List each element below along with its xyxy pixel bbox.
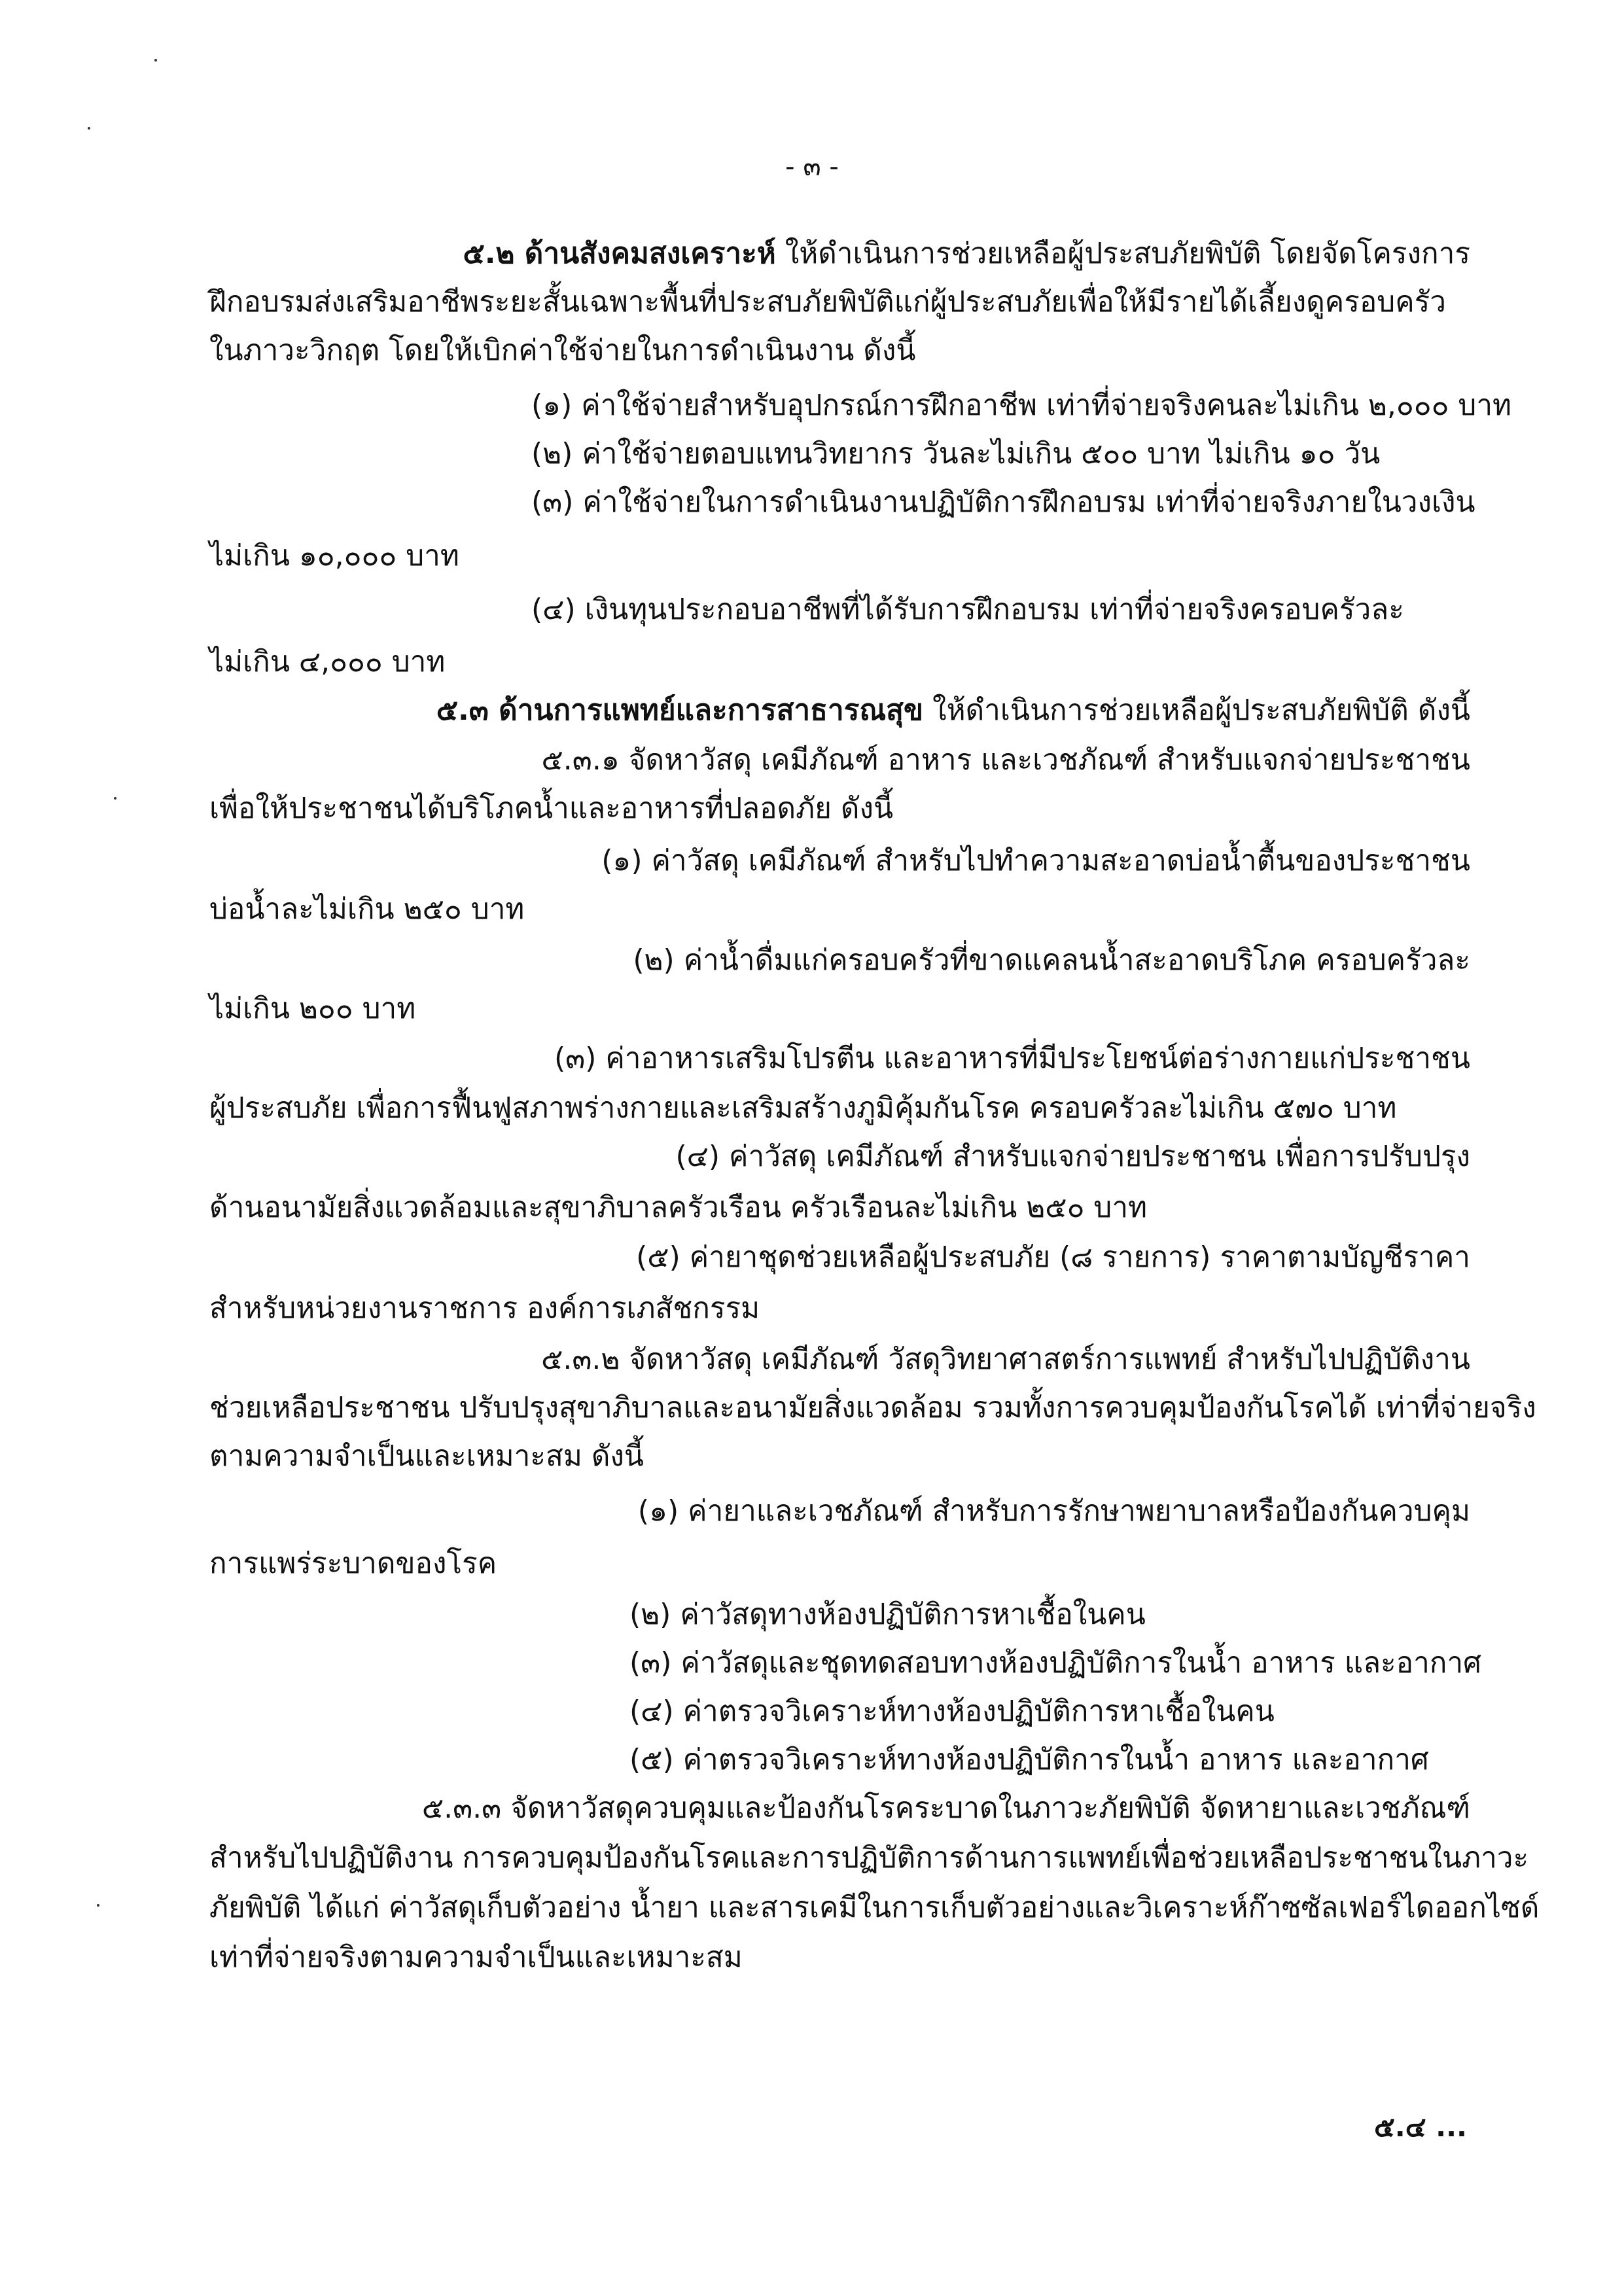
s52-item-4-cont: ไม่เกิน ๔,๐๐๐ บาท bbox=[209, 645, 446, 679]
section-5-3-heading: ๕.๓ ด้านการแพทย์และการสาธารณสุข bbox=[436, 694, 924, 727]
s531-item-1-cont: บ่อน้ำละไม่เกิน ๒๕๐ บาท bbox=[209, 892, 525, 926]
section-5-3-heading-rest: ให้ดำเนินการช่วยเหลือผู้ประสบภัยพิบัติ ดังนี้ bbox=[932, 694, 1470, 727]
sub-5-3-2-line3: ตามความจำเป็นและเหมาะสม ดังนี้ bbox=[209, 1439, 644, 1473]
sub-5-3-3-line2: สำหรับไปปฏิบัติงาน การควบคุมป้องกันโรคและการปฏิบัติการด้านการแพทย์เพื่อช่วยเหลือประชาชนในภาวะ bbox=[209, 1841, 1529, 1875]
section-5-2-intro: ให้ดำเนินการช่วยเหลือผู้ประสบภัยพิบัติ โดยจัดโครงการ bbox=[785, 237, 1470, 270]
s532-item-2: (๒) ค่าวัสดุทางห้องปฏิบัติการหาเชื้อในคน bbox=[629, 1598, 1146, 1631]
scan-speck bbox=[114, 797, 116, 800]
page-number: - ๓ - bbox=[785, 152, 839, 182]
s532-item-1: (๑) ค่ายาและเวชภัณฑ์ สำหรับการรักษาพยาบาลหรือป้องกันควบคุม bbox=[637, 1494, 1470, 1528]
sub-5-3-1-line2: เพื่อให้ประชาชนได้บริโภคน้ำและอาหารที่ปลอดภัย ดังนี้ bbox=[209, 792, 894, 825]
sub-5-3-3-line3: ภัยพิบัติ ได้แก่ ค่าวัสดุเก็บตัวอย่าง น้ำยา และสารเคมีในการเก็บตัวอย่างและวิเคราะห์ก๊าซซัลเฟอร์ไดออกไซด์ bbox=[209, 1891, 1540, 1924]
sub-5-3-3-line1: ๕.๓.๓ จัดหาวัสดุควบคุมและป้องกันโรคระบาดในภาวะภัยพิบัติ จัดหายาและเวชภัณฑ์ bbox=[421, 1791, 1470, 1825]
s531-item-2-cont: ไม่เกิน ๒๐๐ บาท bbox=[209, 992, 416, 1025]
s52-item-3: (๓) ค่าใช้จ่ายในการดำเนินงานปฏิบัติการฝึกอบรม เท่าที่จ่ายจริงภายในวงเงิน bbox=[531, 485, 1475, 519]
s531-item-1: (๑) ค่าวัสดุ เคมีภัณฑ์ สำหรับไปทำความสะอาดบ่อน้ำตื้นของประชาชน bbox=[601, 844, 1470, 877]
continuation-marker: ๕.๔ ... bbox=[1373, 2111, 1467, 2143]
s531-item-3: (๓) ค่าอาหารเสริมโปรตีน และอาหารที่มีประโยชน์ต่อร่างกายแก่ประชาชน bbox=[554, 1042, 1470, 1075]
s531-item-5: (๕) ค่ายาชุดช่วยเหลือผู้ประสบภัย (๘ รายการ) ราคาตามบัญชีราคา bbox=[636, 1241, 1470, 1274]
s531-item-2: (๒) ค่าน้ำดื่มแก่ครอบครัวที่ขาดแคลนน้ำสะอาดบริโภค ครอบครัวละ bbox=[633, 943, 1470, 977]
s532-item-4: (๔) ค่าตรวจวิเคราะห์ทางห้องปฏิบัติการหาเชื้อในคน bbox=[629, 1695, 1275, 1728]
section-5-2-line3: ในภาวะวิกฤต โดยให้เบิกค่าใช้จ่ายในการดำเนินงาน ดังนี้ bbox=[209, 334, 916, 367]
s531-item-4: (๔) ค่าวัสดุ เคมีภัณฑ์ สำหรับแจกจ่ายประชาชน เพื่อการปรับปรุง bbox=[675, 1140, 1470, 1173]
s531-item-3-cont: ผู้ประสบภัย เพื่อการฟื้นฟูสภาพร่างกายและเสริมสร้างภูมิคุ้มกันโรค ครอบครัวละไม่เกิน ๕๗๐ บาท bbox=[209, 1091, 1397, 1125]
s531-item-4-cont: ด้านอนามัยสิ่งแวดล้อมและสุขาภิบาลครัวเรือน ครัวเรือนละไม่เกิน ๒๕๐ บาท bbox=[209, 1191, 1148, 1224]
scan-speck bbox=[88, 127, 90, 130]
sub-5-3-2-line2: ช่วยเหลือประชาชน ปรับปรุงสุขาภิบาลและอนามัยสิ่งแวดล้อม รวมทั้งการควบคุมป้องกันโรคได้ เท่าที่จ่ายจริง bbox=[209, 1391, 1536, 1424]
s52-item-2: (๒) ค่าใช้จ่ายตอบแทนวิทยากร วันละไม่เกิน ๕๐๐ บาท ไม่เกิน ๑๐ วัน bbox=[531, 437, 1381, 470]
section-5-2-heading: ๕.๒ ด้านสังคมสงเคราะห์ bbox=[463, 237, 776, 270]
scan-speck bbox=[97, 1904, 99, 1907]
s532-item-5: (๕) ค่าตรวจวิเคราะห์ทางห้องปฏิบัติการในน้ำ อาหาร และอากาศ bbox=[629, 1743, 1429, 1776]
scan-speck bbox=[154, 59, 157, 62]
s52-item-4: (๔) เงินทุนประกอบอาชีพที่ได้รับการฝึกอบรม เท่าที่จ่ายจริงครอบครัวละ bbox=[531, 593, 1404, 626]
sub-5-3-3-line4: เท่าที่จ่ายจริงตามความจำเป็นและเหมาะสม bbox=[209, 1941, 743, 1974]
s532-item-1-cont: การแพร่ระบาดของโรค bbox=[209, 1547, 497, 1580]
section-5-2-line2: ฝึกอบรมส่งเสริมอาชีพระยะสั้นเฉพาะพื้นที่ประสบภัยพิบัติแก่ผู้ประสบภัยเพื่อให้มีรายได้เลี้ยงดูครอบครัว bbox=[209, 285, 1446, 319]
s531-item-5-cont: สำหรับหน่วยงานราชการ องค์การเภสัชกรรม bbox=[209, 1292, 760, 1325]
s532-item-3: (๓) ค่าวัสดุและชุดทดสอบทางห้องปฏิบัติการในน้ำ อาหาร และอากาศ bbox=[629, 1646, 1482, 1680]
s52-item-3-cont: ไม่เกิน ๑๐,๐๐๐ บาท bbox=[209, 539, 459, 573]
section-5-2-line1 bbox=[463, 234, 1470, 273]
sub-5-3-1-line1: ๕.๓.๑ จัดหาวัสดุ เคมีภัณฑ์ อาหาร และเวชภัณฑ์ สำหรับแจกจ่ายประชาชน bbox=[541, 743, 1470, 777]
s52-item-1: (๑) ค่าใช้จ่ายสำหรับอุปกรณ์การฝึกอาชีพ เท่าที่จ่ายจริงคนละไม่เกิน ๒,๐๐๐ บาท bbox=[531, 389, 1512, 422]
section-5-3-line1 bbox=[436, 691, 1470, 730]
sub-5-3-2-line1: ๕.๓.๒ จัดหาวัสดุ เคมีภัณฑ์ วัสดุวิทยาศาสตร์การแพทย์ สำหรับไปปฏิบัติงาน bbox=[541, 1343, 1470, 1376]
